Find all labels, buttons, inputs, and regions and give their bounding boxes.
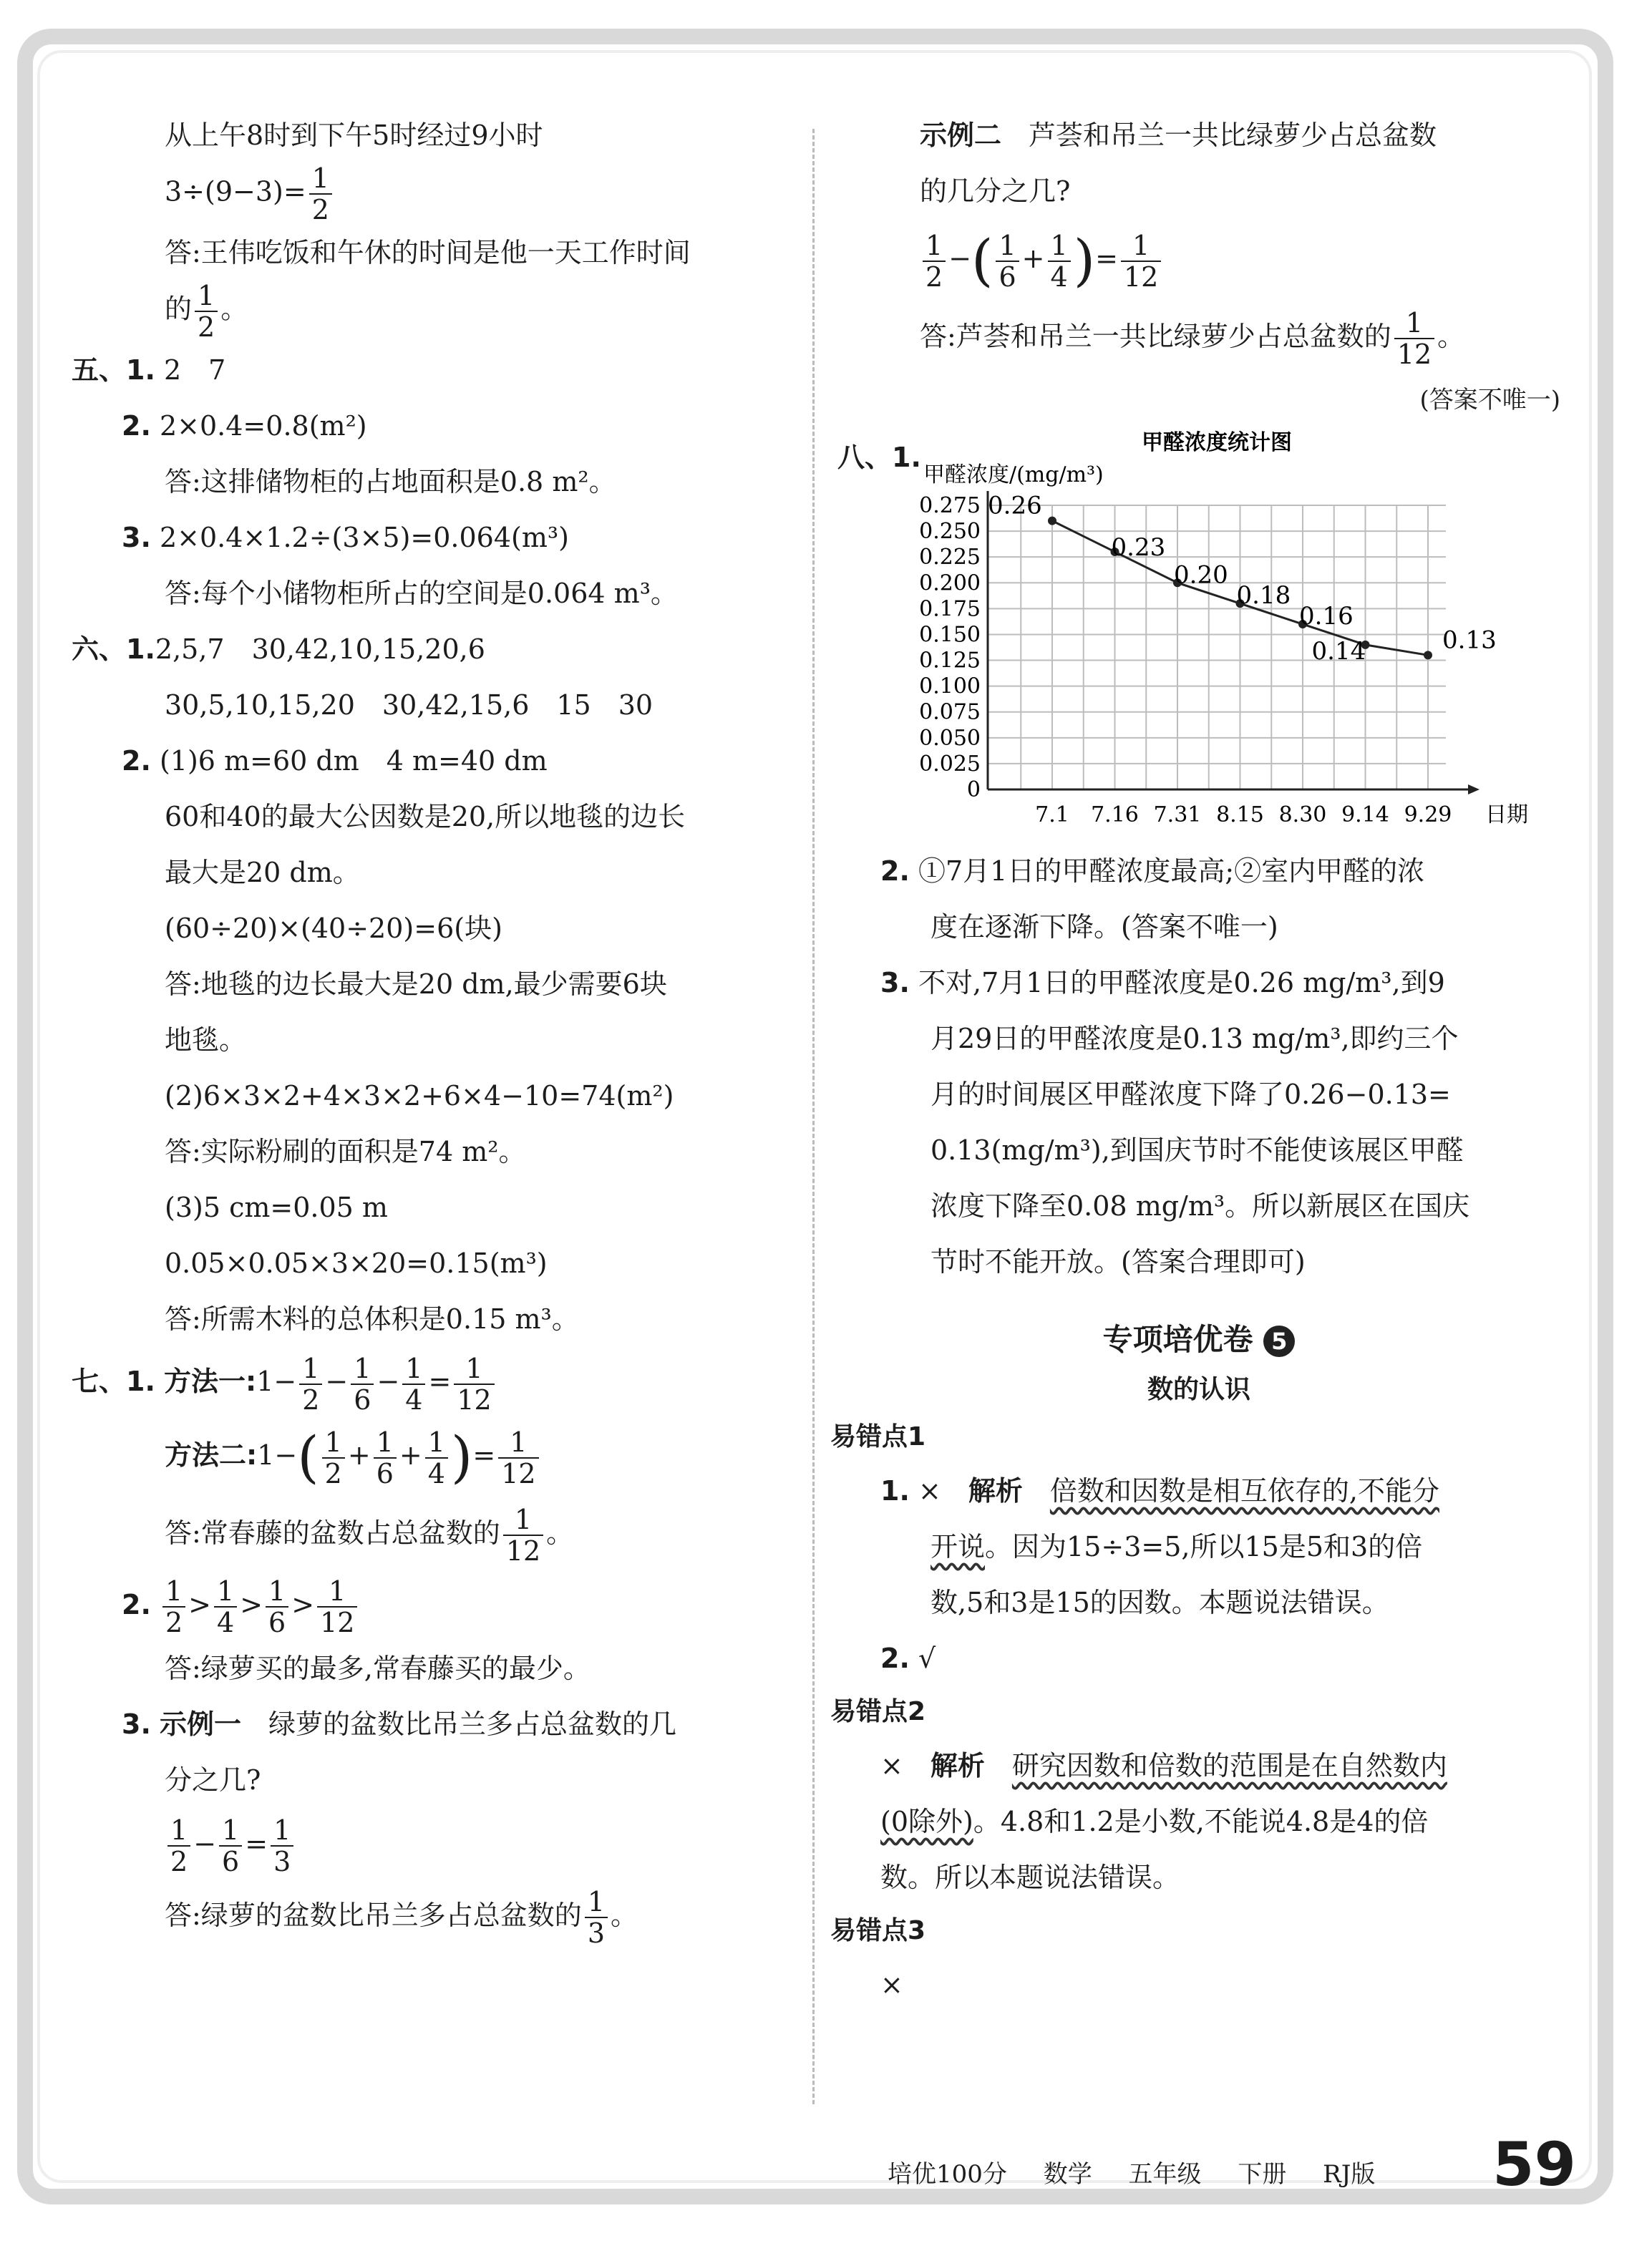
x-tick-label: 7.16 (1091, 802, 1139, 827)
data-label: 0.18 (1236, 580, 1291, 610)
question-6-1: 六、1.2,5,7 30,42,10,15,20,6 (72, 633, 485, 665)
equation: 3÷(9−3)= $\frac{1}{2}$ (72, 163, 795, 225)
line-chart (830, 428, 1568, 843)
x-tick-label: 9.29 (1404, 802, 1452, 827)
section-number-badge: 5 (1263, 1326, 1295, 1357)
subject: 数学 (1043, 2160, 1092, 2189)
text-line: (0除外)。4.8和1.2是小数,不能说4.8是4的倍 (880, 1805, 1429, 1837)
data-label: 0.23 (1111, 533, 1166, 562)
answer-line: 答:所需木料的总体积是0.15 m³。 (165, 1303, 579, 1335)
data-point (1048, 516, 1056, 525)
page-number: 59 (1492, 2129, 1576, 2199)
text-line: 60和40的最大公因数是20,所以地毯的边长 (165, 801, 686, 832)
answer-line: 答:这排储物柜的占地面积是0.8 m²。 (165, 466, 616, 497)
data-label: 0.20 (1174, 560, 1228, 589)
left-column (72, 107, 795, 1951)
data-label: 0.14 (1311, 636, 1366, 666)
answer-line: 答:绿萝买的最多,常春藤买的最少。 (165, 1652, 591, 1684)
y-tick-label: 0.200 (919, 570, 981, 595)
text-line: 数,5和3是15的因数。本题说法错误。 (931, 1586, 1389, 1618)
question-8-3: 3. 不对,7月1日的甲醛浓度是0.26 mg/m³,到9 (880, 966, 1445, 998)
error-point-3: 易错点3 (830, 1915, 926, 1945)
y-tick-label: 0.150 (919, 621, 981, 647)
e3-item: × (880, 1968, 903, 2000)
text-line: 分之几? (165, 1764, 261, 1796)
question-8-1: 八、1. (837, 441, 921, 473)
x-tick-label: 9.14 (1341, 802, 1389, 827)
question-5-3: 3. 2×0.4×1.2÷(3×5)=0.064(m³) (122, 522, 569, 553)
answer-line: 答:实际粉刷的面积是74 m²。 (165, 1136, 526, 1167)
data-point (1424, 651, 1432, 659)
example-two: 示例二 芦荟和吊兰一共比绿萝少占总盆数 (920, 120, 1437, 151)
question-5-2: 2. 2×0.4=0.8(m²) (122, 410, 367, 442)
question-8-2: 2. ①7月1日的甲醛浓度最高;②室内甲醛的浓 (880, 855, 1425, 887)
data-label: 0.13 (1442, 625, 1497, 654)
answer-line: 的 $\frac{1}{2}$ 。 (165, 280, 248, 343)
y-tick-label: 0.075 (919, 699, 981, 725)
text-line: 的几分之几? (920, 175, 1071, 207)
data-label: 0.16 (1299, 601, 1354, 631)
text-line: 月29日的甲醛浓度是0.13 mg/m³,即约三个 (931, 1022, 1459, 1054)
x-axis-arrow (1468, 784, 1479, 794)
fraction: $\frac{1}{2}$ (309, 163, 332, 225)
error-point-1: 易错点1 (830, 1421, 926, 1452)
page-footer (888, 2154, 1404, 2189)
text-line: 从上午8时到下午5时经过9小时 (165, 120, 543, 151)
section-subtitle: 数的认识 (1147, 1374, 1250, 1404)
e1-item-1: 1. × 解析 倍数和因数是相互依存的,不能分 (880, 1474, 1439, 1507)
answer-line: 答:王伟吃饭和午休的时间是他一天工作时间 (165, 237, 691, 268)
right-column (830, 107, 1568, 2013)
text-line: 最大是20 dm。 (165, 857, 360, 888)
y-tick-label: 0.175 (919, 595, 981, 621)
column-divider (812, 129, 815, 2104)
question-7-2: 2. $\frac{1}{2}$ > $\frac{1}{4}$ > $\frac{1}{6}$ > $\frac{1}{12}$ (72, 1569, 795, 1640)
text-line: (3)5 cm=0.05 m (165, 1192, 388, 1223)
x-tick-label: 8.15 (1216, 802, 1264, 827)
grade: 五年级 (1128, 2160, 1202, 2189)
y-tick-label: 0.250 (919, 518, 981, 544)
text-line: 0.05×0.05×3×20=0.15(m³) (165, 1248, 548, 1279)
text-line: 地毯。 (165, 1024, 247, 1056)
x-tick-label: 7.1 (1035, 802, 1069, 827)
question-7-1: 七、1. 方法一:1− $\frac{1}{2}$ − $\frac{1}{6}$ − $\frac{1}{4}$ = $\frac{1}{12}$ (72, 1347, 795, 1416)
y-axis-label: 甲醛浓度/(mg/m³) (923, 462, 1104, 487)
section-title: 专项培优卷 5 (830, 1311, 1568, 1368)
question-6-2: 2. (1)6 m=60 dm 4 m=40 dm (122, 745, 548, 777)
answer-line: 答:地毯的边长最大是20 dm,最少需要6块 (165, 968, 667, 1000)
text-line: 度在逐渐下降。(答案不唯一) (931, 910, 1278, 943)
text-line: 月的时间展区甲醛浓度下降了0.26−0.13= (931, 1078, 1451, 1110)
answer-line: 答:绿萝的盆数比吊兰多占总盆数的 $\frac{1}{3}$ 。 (165, 1886, 638, 1949)
y-tick-label: 0.125 (919, 648, 981, 674)
x-tick-label: 8.30 (1278, 802, 1327, 827)
volume: 下册 (1238, 2160, 1287, 2189)
y-tick-label: 0.025 (919, 751, 981, 777)
e2-item: × 解析 研究因数和倍数的范围是在自然数内 (880, 1749, 1447, 1781)
y-tick-label: 0.050 (919, 725, 981, 751)
error-point-2: 易错点2 (830, 1696, 926, 1726)
method-two: 方法二:1−( $\frac{1}{2}$ + $\frac{1}{6}$ + $\frac{1}{4}$ )= $\frac{1}{12}$ (72, 1416, 795, 1497)
fraction: $\frac{1}{2}$ (195, 281, 218, 342)
data-label: 0.26 (988, 491, 1042, 520)
equation: $\frac{1}{2}$ −( $\frac{1}{6}$ + $\frac{1}{4}$ )= $\frac{1}{12}$ (830, 219, 1568, 301)
text-line: (2)6×3×2+4×3×2+6×4−10=74(m²) (165, 1080, 674, 1112)
answer-note: (答案不唯一) (1419, 385, 1560, 414)
y-tick-label: 0 (966, 777, 981, 802)
y-tick-label: 0.225 (919, 544, 981, 570)
formaldehyde-chart (830, 428, 1568, 843)
edition: RJ版 (1323, 2160, 1376, 2189)
question-5-1: 五、1. 2 7 (72, 354, 226, 386)
e1-item-2: 2. √ (880, 1642, 936, 1674)
text-line: 0.13(mg/m³),到国庆节时不能使该展区甲醛 (931, 1134, 1464, 1166)
text-line: (60÷20)×(40÷20)=6(块) (165, 913, 502, 944)
chart-title: 甲醛浓度统计图 (1142, 429, 1292, 455)
x-tick-label: 7.31 (1153, 802, 1202, 827)
y-tick-label: 0.100 (919, 674, 981, 699)
text-line: 数。所以本题说法错误。 (880, 1861, 1180, 1893)
book-title: 培优100分 (888, 2160, 1007, 2189)
answer-line: 答:常春藤的盆数占总盆数的 $\frac{1}{12}$ 。 (165, 1504, 574, 1567)
question-7-3: 3. 示例一 绿萝的盆数比吊兰多占总盆数的几 (122, 1708, 677, 1740)
text-line: 开说。因为15÷3=5,所以15是5和3的倍 (931, 1530, 1423, 1562)
text-line: 节时不能开放。(答案合理即可) (931, 1245, 1306, 1278)
answer-line: 答:每个小储物柜所占的空间是0.064 m³。 (165, 578, 678, 609)
text-line: 30,5,10,15,20 30,42,15,6 15 30 (165, 689, 653, 721)
answer-line: 答:芦荟和吊兰一共比绿萝少占总盆数的 $\frac{1}{12}$ 。 (920, 307, 1465, 370)
text-line: 浓度下降至0.08 mg/m³。所以新展区在国庆 (931, 1190, 1470, 1222)
equation: $\frac{1}{2}$ − $\frac{1}{6}$ = $\frac{1}{3}$ (72, 1808, 795, 1880)
x-axis-label: 日期 (1485, 802, 1528, 827)
y-tick-label: 0.275 (919, 492, 981, 518)
